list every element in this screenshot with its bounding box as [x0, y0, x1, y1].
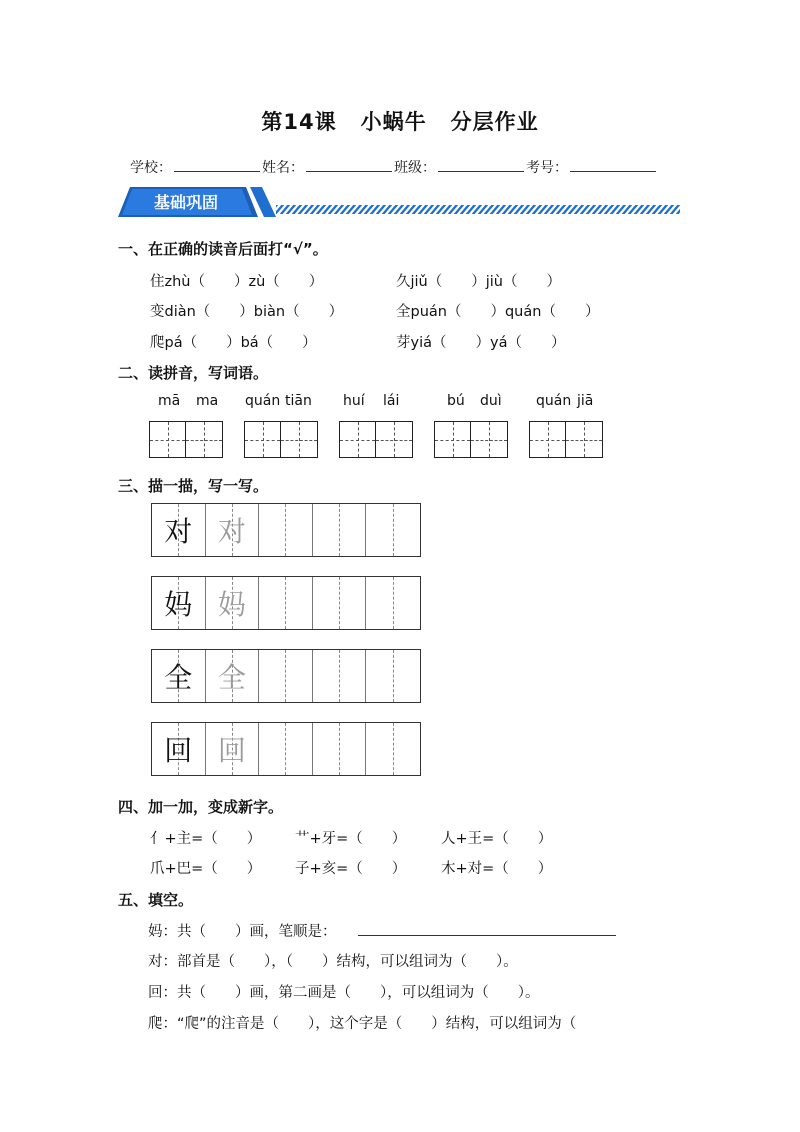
model-char: 回: [164, 734, 193, 767]
write-cell[interactable]: [313, 577, 367, 629]
trace-char-cell[interactable]: [206, 577, 260, 629]
stroke-order-blank[interactable]: [358, 935, 616, 936]
page-title: [0, 106, 800, 136]
write-cell[interactable]: [259, 650, 313, 702]
trace-char: 回: [217, 734, 246, 767]
tianzi-cell[interactable]: [434, 421, 471, 458]
pinyin-label: tiān: [285, 393, 312, 409]
class-label: 班级：: [394, 160, 436, 176]
tianzi-cell[interactable]: [529, 421, 566, 458]
write-cell[interactable]: [259, 504, 313, 556]
pinyin-label: quán: [245, 393, 281, 409]
write-cell[interactable]: [259, 723, 313, 775]
model-char-cell: [152, 650, 206, 702]
section-3-title: 三、描一描，写一写。: [118, 477, 269, 495]
fill-line: 回：共（ ）画，第二画是（ ），可以组词为（ ）。: [148, 985, 540, 1001]
banner-label: 基础巩固: [153, 193, 219, 212]
write-cell[interactable]: [366, 577, 420, 629]
number-blank[interactable]: [570, 157, 656, 172]
pinyin-label: jiā: [577, 393, 594, 409]
write-cell[interactable]: [366, 650, 420, 702]
practice-row-2[interactable]: [151, 576, 421, 630]
tianzi-cell[interactable]: [376, 421, 413, 458]
section-5-title: 五、填空。: [118, 891, 194, 909]
word-box-1[interactable]: [149, 421, 223, 458]
write-cell[interactable]: [313, 723, 367, 775]
pinyin-label: quán: [536, 393, 572, 409]
tianzi-cell[interactable]: [244, 421, 281, 458]
combine-item: 艹+牙=（ ）: [295, 831, 407, 847]
model-char-cell: [152, 723, 206, 775]
fill-line: 对：部首是（ ），（ ）结构，可以组词为（ ）。: [148, 954, 518, 970]
pinyin-label: lái: [383, 393, 400, 409]
school-blank[interactable]: [174, 157, 260, 172]
number-label: 考号：: [526, 160, 568, 176]
model-char: 妈: [164, 588, 193, 621]
combine-item: 子+亥=（ ）: [295, 861, 407, 877]
tianzi-cell[interactable]: [566, 421, 603, 458]
write-cell[interactable]: [313, 504, 367, 556]
worksheet-type: 分层作业: [450, 110, 539, 134]
class-blank[interactable]: [438, 157, 524, 172]
section-1-title: 一、在正确的读音后面打“√”。: [118, 240, 328, 258]
pinyin-label: bú: [447, 393, 465, 409]
name-label: 姓名：: [262, 160, 304, 176]
pinyin-label: mā: [158, 393, 181, 409]
name-blank[interactable]: [306, 157, 392, 172]
student-info-line: [130, 157, 658, 177]
model-char: 对: [164, 515, 193, 548]
tianzi-cell[interactable]: [149, 421, 186, 458]
trace-char-cell[interactable]: [206, 504, 260, 556]
tianzi-cell[interactable]: [281, 421, 318, 458]
practice-row-1[interactable]: [151, 503, 421, 557]
combine-item: 木+对=（ ）: [441, 861, 553, 877]
section-4-title: 四、加一加，变成新字。: [118, 798, 284, 816]
practice-row-3[interactable]: [151, 649, 421, 703]
word-box-3[interactable]: [339, 421, 413, 458]
school-label: 学校：: [130, 160, 172, 176]
pinyin-label: duì: [480, 393, 502, 409]
model-char-cell: [152, 504, 206, 556]
choice-item: 芽yiá（ ）yá（ ）: [396, 335, 566, 351]
write-cell[interactable]: [366, 723, 420, 775]
practice-row-4[interactable]: [151, 722, 421, 776]
trace-char-cell[interactable]: [206, 650, 260, 702]
choice-item: 全puán（ ）quán（ ）: [396, 304, 600, 320]
pinyin-label: ma: [196, 393, 219, 409]
model-char-cell: [152, 577, 206, 629]
combine-item: 爪+巴=（ ）: [150, 861, 262, 877]
write-cell[interactable]: [259, 577, 313, 629]
choice-item: 变diàn（ ）biàn（ ）: [150, 304, 344, 320]
write-cell[interactable]: [366, 504, 420, 556]
trace-char-cell[interactable]: [206, 723, 260, 775]
word-box-2[interactable]: [244, 421, 318, 458]
word-box-4[interactable]: [434, 421, 508, 458]
trace-char: 妈: [217, 588, 246, 621]
choice-item: 住zhù（ ）zù（ ）: [150, 274, 324, 290]
trace-char: 对: [217, 515, 246, 548]
section-banner: [118, 185, 680, 219]
word-box-5[interactable]: [529, 421, 603, 458]
model-char: 全: [164, 661, 193, 694]
tianzi-cell[interactable]: [339, 421, 376, 458]
choice-item: 久jiǔ（ ）jiù（ ）: [396, 274, 561, 290]
pinyin-label: huí: [343, 393, 365, 409]
fill-line: 爬：“爬”的注音是（ ），这个字是（ ）结构，可以组词为（: [148, 1016, 577, 1032]
choice-item: 爬pá（ ）bá（ ）: [150, 335, 317, 351]
write-cell[interactable]: [313, 650, 367, 702]
combine-item: 人+王=（ ）: [441, 831, 553, 847]
fill-line: 妈：共（ ）画，笔顺是：: [148, 924, 337, 940]
tianzi-cell[interactable]: [186, 421, 223, 458]
lesson-number: 第14课: [261, 110, 337, 134]
trace-char: 全: [217, 661, 246, 694]
lesson-name: 小蜗牛: [360, 110, 427, 134]
tianzi-cell[interactable]: [471, 421, 508, 458]
combine-item: 亻+主=（ ）: [150, 831, 262, 847]
section-2-title: 二、读拼音，写词语。: [118, 364, 269, 382]
